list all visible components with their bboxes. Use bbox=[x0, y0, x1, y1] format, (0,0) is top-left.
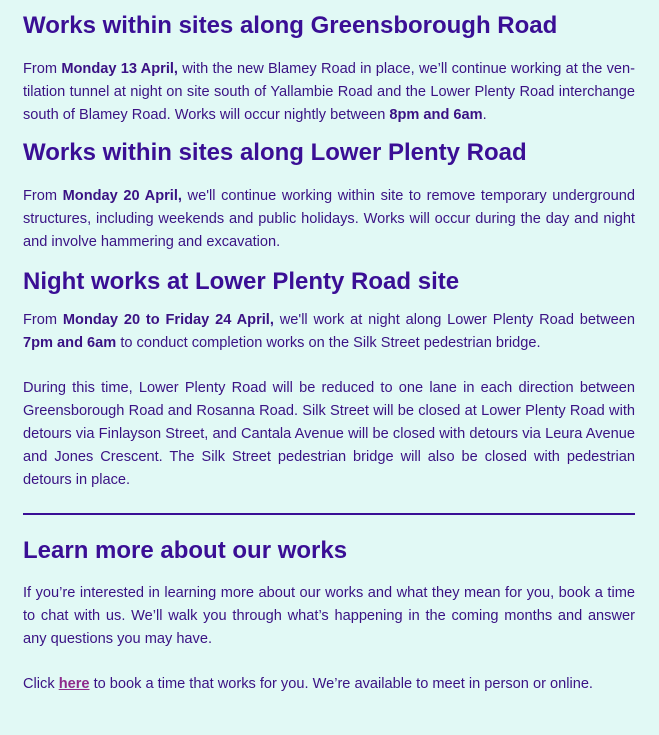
text-fragment: with the new Blamey Road in place, we’ll continue working at the ven-tilation tunnel at night on site south of Yallambie Road and the Lower Plenty Road interchange south of Blamey Road. Works will occur nightly between bbox=[23, 61, 635, 123]
time-highlight: 8pm and 6am bbox=[389, 107, 483, 123]
text-fragment: . bbox=[482, 107, 487, 123]
date-highlight: Monday 20 April, bbox=[62, 188, 182, 204]
booking-paragraph bbox=[23, 673, 635, 696]
section-heading-greensborough: Works within sites along Greensborough Road bbox=[23, 12, 558, 39]
text-fragment: we'll work at night along Lower Plenty Road between bbox=[273, 312, 635, 328]
text-fragment: we'll continue working within site to remove temporary underground structures, including weekends and public holidays. Works will occur during the day and night and involve hammering and excavation. bbox=[23, 188, 635, 250]
section-paragraph-night-works bbox=[23, 309, 635, 355]
section-paragraph-greensborough bbox=[23, 58, 635, 127]
booking-here-link[interactable]: here bbox=[58, 676, 90, 692]
section-divider bbox=[23, 513, 635, 515]
learn-more-paragraph: If you’re interested in learning more about our works and what they mean for you, book a time to chat with us. We’ll walk you through what’s happening in the coming months and answer any questions you may have. bbox=[23, 585, 635, 647]
text-fragment: to book a time that works for you. We’re available to meet in person or online. bbox=[89, 676, 593, 692]
text-fragment: From bbox=[23, 188, 63, 204]
date-highlight: Monday 20 to Friday 24 April, bbox=[62, 312, 274, 328]
section-paragraph-detours: During this time, Lower Plenty Road will be reduced to one lane in each direction between Greensborough Road and Rosanna Road. Silk Street will be closed at Lower Plenty Road with detours via Finlayson Street, and Cantala Avenue will be closed with detours via Leura Avenue and Jones Crescent. The Silk Street pedestrian bridge will also be closed with pedestrian detours in place. bbox=[23, 380, 635, 488]
section-heading-learn-more: Learn more about our works bbox=[23, 537, 348, 564]
section-heading-night-works: Night works at Lower Plenty Road site bbox=[23, 268, 460, 295]
text-fragment: From bbox=[23, 312, 63, 328]
text-fragment: to conduct completion works on the Silk Street pedestrian bridge. bbox=[116, 335, 541, 351]
text-fragment: Click bbox=[23, 676, 59, 692]
newsletter-content bbox=[23, 0, 635, 696]
text-fragment: From bbox=[23, 61, 62, 77]
section-heading-lower-plenty: Works within sites along Lower Plenty Road bbox=[23, 139, 527, 166]
section-paragraph-lower-plenty bbox=[23, 185, 635, 254]
date-highlight: Monday 13 April, bbox=[61, 61, 178, 77]
time-highlight: 7pm and 6am bbox=[23, 335, 117, 351]
